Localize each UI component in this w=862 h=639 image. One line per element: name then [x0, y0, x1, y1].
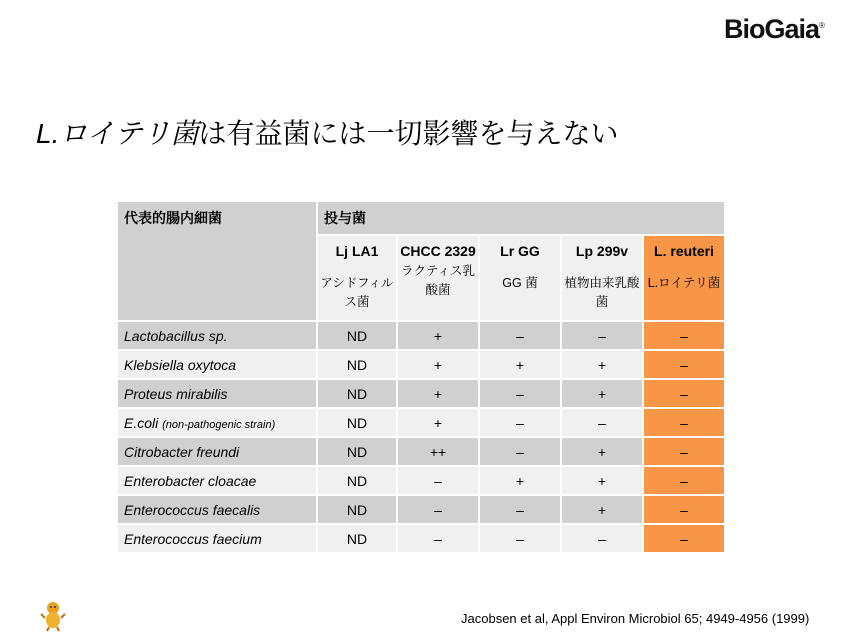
result-cell: ND [318, 351, 396, 378]
bacteria-name: Klebsiella oxytoca [118, 351, 316, 378]
result-cell: – [562, 409, 642, 436]
result-cell: + [398, 409, 478, 436]
table-row [118, 351, 724, 378]
bacteria-name: E.coli (non-pathogenic strain) [118, 409, 316, 436]
result-cell: – [398, 467, 478, 494]
result-cell: ++ [398, 438, 478, 465]
result-cell: ND [318, 438, 396, 465]
table-row [118, 438, 724, 465]
result-cell: – [480, 322, 560, 349]
strain-header: Lj LA1 アシドフィルス菌 [318, 236, 396, 320]
result-cell: – [644, 467, 724, 494]
result-cell: + [480, 351, 560, 378]
table-row [118, 467, 724, 494]
result-cell: – [480, 525, 560, 552]
result-cell: + [562, 496, 642, 523]
result-cell: + [398, 351, 478, 378]
result-cell: + [480, 467, 560, 494]
strain-header-reuteri: L. reuteri L.ロイテリ菌 [644, 236, 724, 320]
result-cell: + [562, 438, 642, 465]
legend-overlay: + 抑制 ND 不明 [290, 553, 387, 569]
result-cell: – [480, 380, 560, 407]
bacteria-name: Proteus mirabilis [118, 380, 316, 407]
slide-title [36, 112, 619, 152]
result-cell: – [398, 525, 478, 552]
results-table [116, 200, 726, 554]
bacteria-name: Enterococcus faecium [118, 525, 316, 552]
result-cell: – [480, 438, 560, 465]
table-row [118, 525, 724, 552]
title-rest: は有益菌には一切影響を与えない [198, 118, 619, 149]
result-cell: – [644, 525, 724, 552]
result-cell: – [644, 438, 724, 465]
result-cell: – [562, 322, 642, 349]
strain-header: Lr GG GG 菌 [480, 236, 560, 320]
citation: Jacobsen et al, Appl Environ Microbiol 65; 4949-4956 (1999) [461, 611, 810, 626]
table-row [118, 322, 724, 349]
bacteria-name: Citrobacter freundi [118, 438, 316, 465]
result-cell: ND [318, 525, 396, 552]
title-italic: L.ロイテリ菌 [36, 118, 199, 149]
table-row [118, 496, 724, 523]
result-cell: ND [318, 467, 396, 494]
result-cell: + [398, 322, 478, 349]
result-cell: – [644, 351, 724, 378]
result-cell: + [562, 380, 642, 407]
result-cell: ND [318, 409, 396, 436]
result-cell: – [398, 496, 478, 523]
strain-header: CHCC 2329 ラクティス乳酸菌 [398, 236, 478, 320]
result-cell: – [644, 380, 724, 407]
bacteria-name: Enterobacter cloacae [118, 467, 316, 494]
bacteria-name: Lactobacillus sp. [118, 322, 316, 349]
result-cell: + [398, 380, 478, 407]
mascot-icon [40, 600, 66, 637]
result-cell: ND [318, 380, 396, 407]
table-row [118, 409, 724, 436]
table-row [118, 380, 724, 407]
col-header-bacteria: 代表的腸内細菌 [118, 202, 316, 320]
result-cell: + [562, 351, 642, 378]
col-header-administered: 投与菌 [318, 202, 724, 234]
result-cell: – [644, 409, 724, 436]
result-cell: – [480, 409, 560, 436]
result-cell: – [644, 322, 724, 349]
result-cell: + [562, 467, 642, 494]
strain-header: Lp 299v 植物由来乳酸菌 [562, 236, 642, 320]
result-cell: – [480, 496, 560, 523]
result-cell: – [562, 525, 642, 552]
result-cell: – [644, 496, 724, 523]
result-cell: ND [318, 322, 396, 349]
biogaia-logo: BioGaia® [724, 14, 824, 44]
result-cell: ND [318, 496, 396, 523]
bacteria-name: Enterococcus faecalis [118, 496, 316, 523]
